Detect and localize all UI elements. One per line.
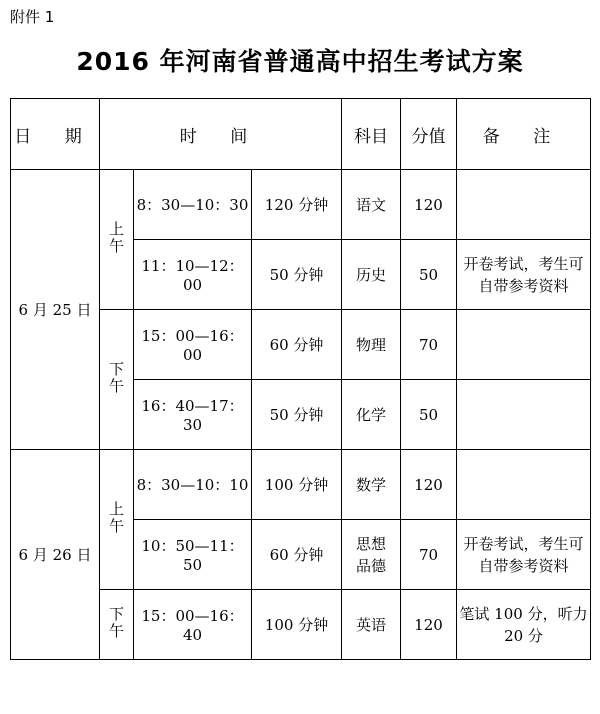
subject-cell: 化学 [342,380,401,450]
time-cell: 11：10—12：00 [134,240,252,310]
time-cell: 10：50—11：50 [134,520,252,590]
score-cell: 120 [401,170,457,240]
note-cell: 开卷考试，考生可自带参考资料 [457,240,591,310]
time-cell: 16：40—17：30 [134,380,252,450]
page-title: 2016 年河南省普通高中招生考试方案 [76,47,524,76]
subject-cell: 物理 [342,310,401,380]
header-date: 日 期 [11,99,100,170]
duration-cell: 60 分钟 [252,310,342,380]
period-cell [100,590,134,660]
period-cell [100,310,134,450]
subject-cell: 数学 [342,450,401,520]
time-cell: 8：30—10：30 [134,170,252,240]
period-cell [100,450,134,590]
score-cell: 70 [401,310,457,380]
header-note: 备 注 [457,99,591,170]
exam-schedule-table [10,98,591,660]
note-cell [457,380,591,450]
subject-cell: 语文 [342,170,401,240]
period-label: 上午 [107,500,125,535]
table-row [11,170,591,240]
duration-cell: 50 分钟 [252,380,342,450]
note-cell [457,450,591,520]
duration-cell: 60 分钟 [252,520,342,590]
score-cell: 120 [401,590,457,660]
time-cell: 8：30—10：10 [134,450,252,520]
table-row [11,450,591,520]
header-score: 分值 [401,99,457,170]
header-time: 时 间 [100,99,342,170]
note-cell: 笔试 100 分，听力 20 分 [457,590,591,660]
duration-cell: 50 分钟 [252,240,342,310]
header-subject: 科目 [342,99,401,170]
duration-cell: 100 分钟 [252,450,342,520]
subject-cell [342,520,401,590]
duration-cell: 120 分钟 [252,170,342,240]
score-cell: 50 [401,240,457,310]
date-cell: 6 月 25 日 [11,170,100,450]
date-cell: 6 月 26 日 [11,450,100,660]
note-cell: 开卷考试，考生可自带参考资料 [457,520,591,590]
note-cell [457,170,591,240]
note-cell [457,310,591,380]
score-cell: 70 [401,520,457,590]
subject-cell: 历史 [342,240,401,310]
time-cell: 15：00—16：00 [134,310,252,380]
score-cell: 120 [401,450,457,520]
score-cell: 50 [401,380,457,450]
period-label: 上午 [107,220,125,255]
subject-cell: 英语 [342,590,401,660]
period-label: 下午 [107,605,125,640]
attachment-label: 附件 1 [10,8,55,26]
duration-cell: 100 分钟 [252,590,342,660]
period-cell [100,170,134,310]
time-cell: 15：00—16：40 [134,590,252,660]
table-header-row [11,99,591,170]
period-label: 下午 [107,360,125,395]
subject-label: 思想品德 [355,534,386,575]
